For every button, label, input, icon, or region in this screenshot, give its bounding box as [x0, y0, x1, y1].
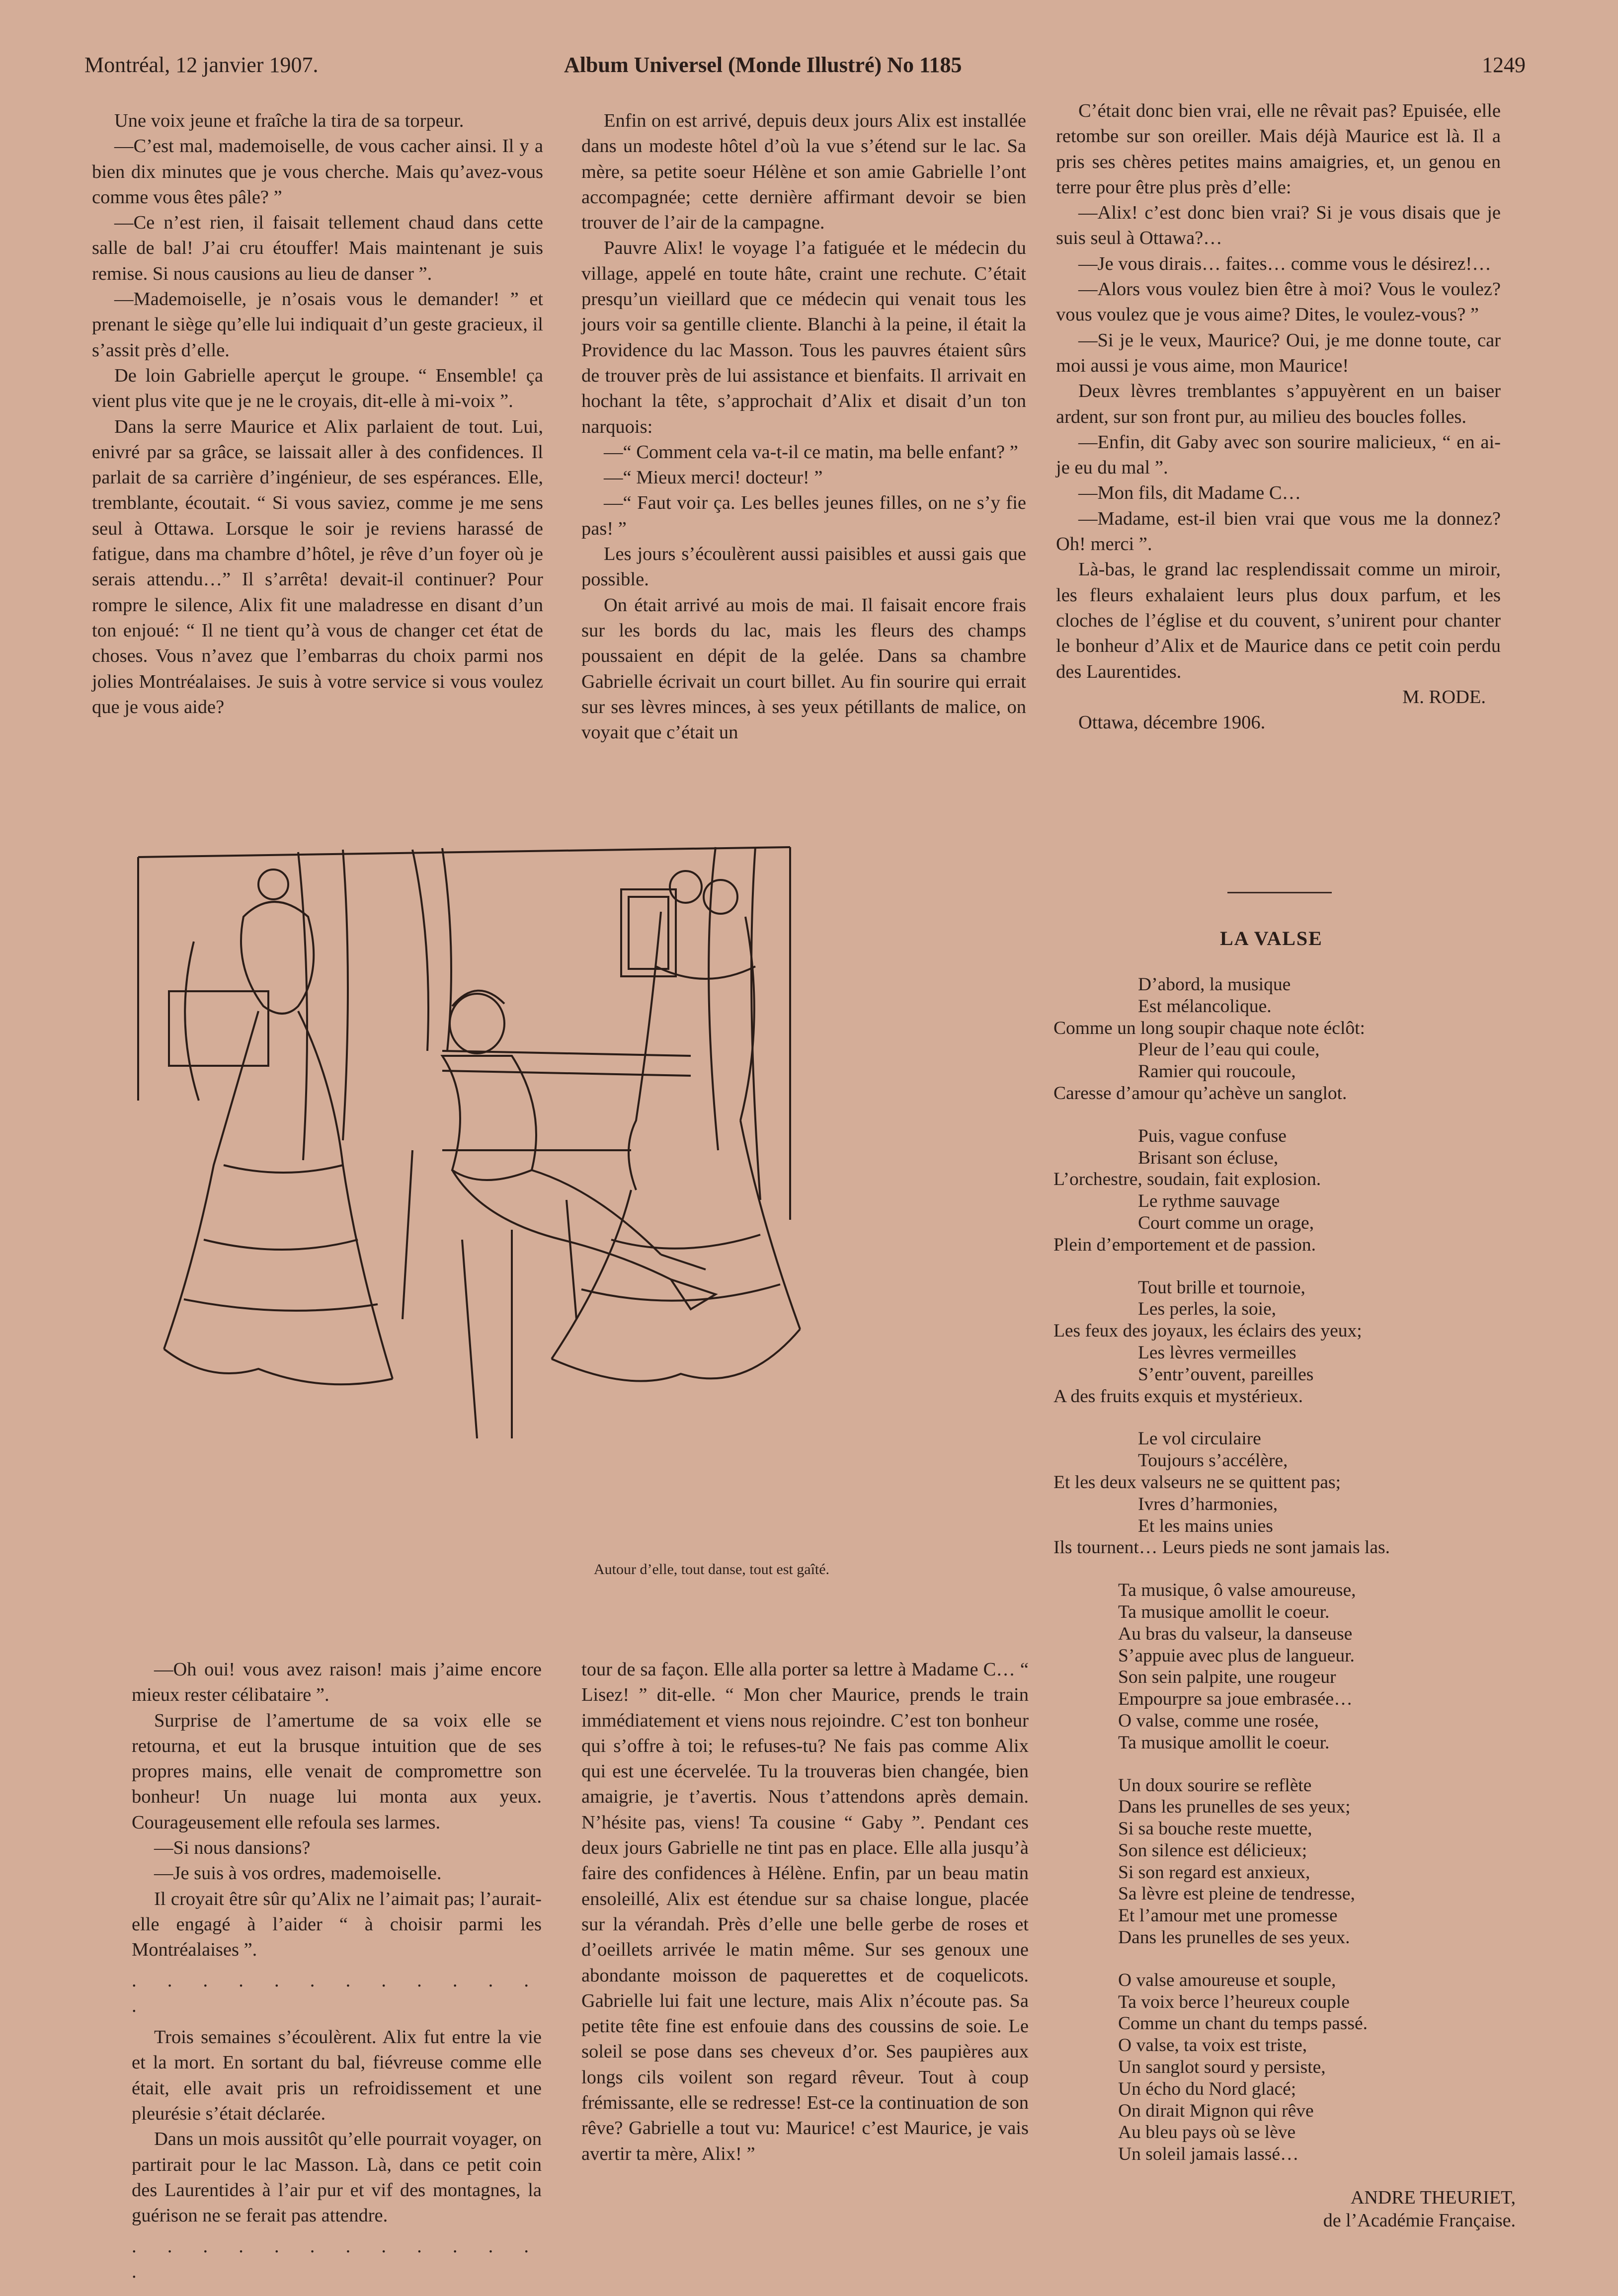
- poem-line: Comme un chant du temps passé.: [1118, 2013, 1368, 2034]
- poem-line: Au bleu pays où se lève: [1118, 2122, 1296, 2143]
- poem-line: Pleur de l’eau qui coule,: [1138, 1039, 1320, 1060]
- paragraph: —Si je le veux, Maurice? Oui, je me donne toute, car moi aussi je vous aime, mon Maurice!: [1056, 329, 1501, 376]
- poem-line: Comme un long soupir chaque note éclôt:: [1053, 1018, 1365, 1038]
- paragraph: Une voix jeune et fraîche la tira de sa torpeur.: [114, 110, 464, 131]
- poem-stanza: [1053, 1580, 1550, 1753]
- poem-line: On dirait Mignon qui rêve: [1118, 2100, 1314, 2121]
- paragraph: —Enfin, dit Gaby avec son sourire malicieux, “ en ai-je eu du mal ”.: [1056, 431, 1501, 478]
- section-divider: [1227, 892, 1332, 893]
- paragraph: —Alix! c’est donc bien vrai? Si je vous disais que je suis seul à Ottawa?…: [1056, 202, 1501, 249]
- poem-line: Ta voix berce l’heureux couple: [1118, 1991, 1350, 2012]
- paragraph: —Si nous dansions?: [154, 1837, 311, 1859]
- poem-line: Un soleil jamais lassé…: [1118, 2144, 1299, 2165]
- poem-line: Et l’amour met une promesse: [1118, 1905, 1338, 1926]
- poem-author-title: de l’Académie Française.: [1323, 2210, 1516, 2231]
- poem-line: Un doux sourire se reflète: [1118, 1775, 1312, 1796]
- poem-line: Son silence est délicieux;: [1118, 1840, 1307, 1861]
- poem-line: Brisant son écluse,: [1138, 1147, 1279, 1168]
- paragraph: —“ Faut voir ça. Les belles jeunes filles, on ne s’y fie pas! ”: [581, 492, 1026, 539]
- poem-line: Plein d’emportement et de passion.: [1053, 1234, 1316, 1255]
- poem-line: Un écho du Nord glacé;: [1118, 2078, 1296, 2099]
- poem-line: D’abord, la musique: [1138, 974, 1291, 995]
- paragraph: De loin Gabrielle aperçut le groupe. “ Ensemble! ça vient plus vite que je ne le croyais, dit-elle à mi-voix ”.: [92, 365, 543, 412]
- poem-line: Si sa bouche reste muette,: [1118, 1819, 1312, 1839]
- engraving-illustration: [134, 842, 1019, 1587]
- poem-line: S’entr’ouvent, pareilles: [1138, 1364, 1314, 1385]
- paragraph: —Mademoiselle, je n’osais vous le demander! ” et prenant le siège qu’elle lui indiquait d’un geste gracieux, il s’assit près d’elle.: [92, 289, 543, 361]
- poem-line: Un sanglot sourd y persiste,: [1118, 2057, 1326, 2078]
- paragraph: Il croyait être sûr qu’Alix ne l’aimait pas; l’aurait-elle engagé à l’aider “ à choisir parmi les Montréalaises ”.: [132, 1888, 542, 1961]
- poem-line: A des fruits exquis et mystérieux.: [1053, 1386, 1303, 1407]
- paragraph: Deux lèvres tremblantes s’appuyèrent en un baiser ardent, sur son front pur, au milieu des boucles folles.: [1056, 381, 1501, 427]
- paragraph: Les jours s’écoulèrent aussi paisibles et aussi gais que possible.: [581, 544, 1026, 590]
- poem-author-block: [1237, 2186, 1516, 2232]
- poem-line: Et les deux valseurs ne se quittent pas;: [1053, 1472, 1341, 1493]
- poem-body: [1053, 974, 1550, 2186]
- section-break-dots: . . . . . . . . . . . . .: [132, 1970, 542, 2016]
- poem-stanza: [1053, 1125, 1550, 1256]
- paragraph: Dans un mois aussitôt qu’elle pourrait voyager, on partirait pour le lac Masson. Là, dans ce petit coin des Laurentides à l’air pur et vif des montagnes, la guérison ne se ferait pas attendre.: [132, 2129, 542, 2226]
- story-signature: M. RODE.: [1402, 686, 1486, 708]
- paragraph: Là-bas, le grand lac resplendissait comme un miroir, les fleurs exhalaient leurs plus doux parfum, et les cloches de l’église et du couvent, s’unirent pour chanter le bonheur d’Alix et de Maurice dans ce petit coin perdu des Laurentides.: [1056, 559, 1501, 682]
- illustration-caption: Autour d’elle, tout danse, tout est gaîté.: [594, 1561, 830, 1578]
- paragraph: Dans la serre Maurice et Alix parlaient de tout. Lui, enivré par sa grâce, se laissait aller à des confidences. Il parlait de sa carrière d’ingénieur, de ses espérances. Elle, tremblante, écoutait. “ Si vous saviez, comme je me sens seul à Ottawa. Lorsque le soir je reviens harassé de fatigue, dans ma chambre d’hôtel, je rêve d’un foyer où je serais attendu…” Il s’arrêta! devait-il continuer? Pour rompre le silence, Alix fit une maladresse en disant d’un ton enjoué: “ Il ne tient qu’à vous de changer cet état de choses. Vous n’avez que l’embarras du choix parmi nos jolies Montréalaises. Je suis à votre service si vous voulez que je vous aide?: [92, 416, 543, 717]
- poem-line: Toujours s’accélère,: [1138, 1450, 1288, 1471]
- poem-line: Les perles, la soie,: [1138, 1299, 1277, 1320]
- paragraph: —“ Mieux merci! docteur! ”: [604, 467, 823, 488]
- poem-line: Court comme un orage,: [1138, 1212, 1314, 1233]
- column-2-bottom: [581, 1657, 1029, 2167]
- poem-title: LA VALSE: [1220, 927, 1323, 950]
- paragraph: —“ Comment cela va-t-il ce matin, ma belle enfant? ”: [604, 441, 1018, 463]
- poem-line: Les feux des joyaux, les éclairs des yeux;: [1053, 1321, 1362, 1342]
- page-header: [84, 52, 1526, 82]
- poem-line: O valse, ta voix est triste,: [1118, 2035, 1307, 2056]
- poem-line: Ta musique amollit le coeur.: [1118, 1732, 1330, 1753]
- paragraph: —Ce n’est rien, il faisait tellement chaud dans cette salle de bal! J’ai cru étouffer! Mais maintenant je suis remise. Si nous causions au lieu de danser ”.: [92, 212, 543, 284]
- poem-line: Et les mains unies: [1138, 1515, 1273, 1536]
- poem-line: Ta musique amollit le coeur.: [1118, 1601, 1330, 1622]
- paragraph: Pauvre Alix! le voyage l’a fatiguée et le médecin du village, appelé en toute hâte, craint une rechute. C’était presqu’un vieillard que ce médecin qui venait tous les jours voir sa gentille cliente. Blanchi à la peine, il était la Providence du lac Masson. Tous les pauvres étaient sûrs de trouver près de lui assistance et bienfaits. Il arrivait en hochant la tête, s’approchait d’Alix et disait d’un ton narquois:: [581, 238, 1026, 437]
- poem-line: Le rythme sauvage: [1138, 1191, 1280, 1212]
- poem-line: Si son regard est anxieux,: [1118, 1862, 1310, 1883]
- poem-line: Puis, vague confuse: [1138, 1125, 1287, 1146]
- poem-line: Caresse d’amour qu’achève un sanglot.: [1053, 1083, 1347, 1104]
- poem-line: Ils tournent… Leurs pieds ne sont jamais las.: [1053, 1537, 1390, 1558]
- paragraph: —C’est mal, mademoiselle, de vous cacher ainsi. Il y a bien dix minutes que je vous cherche. Mais qu’avez-vous comme vous êtes pâle? ”: [92, 136, 543, 208]
- poem-line: L’orchestre, soudain, fait explosion.: [1053, 1169, 1321, 1190]
- paragraph: —Je vous dirais… faites… comme vous le désirez!…: [1078, 253, 1491, 274]
- poem-line: O valse, comme une rosée,: [1118, 1710, 1319, 1731]
- poem-line: Ivres d’harmonies,: [1138, 1494, 1278, 1514]
- poem-stanza: [1053, 1970, 1550, 2165]
- paragraph: On était arrivé au mois de mai. Il faisait encore frais sur les bords du lac, mais les fleurs des champs poussaient en dépit de la gelée. Dans sa chambre Gabrielle écrivait un court billet. Au fin sourire qui errait sur ses lèvres minces, à ses yeux pétillants de malice, on voyait que c’était un: [581, 594, 1026, 743]
- paragraph: —Madame, est-il bien vrai que vous me la donnez? Oh! merci ”.: [1056, 508, 1501, 555]
- story-date: Ottawa, décembre 1906.: [1078, 712, 1266, 733]
- poem-stanza: [1053, 1277, 1550, 1408]
- poem-line: Dans les prunelles de ses yeux.: [1118, 1927, 1350, 1948]
- poem-line: Empourpre sa joue embrasée…: [1118, 1689, 1353, 1710]
- poem-line: Le vol circulaire: [1138, 1428, 1261, 1449]
- section-break-dots-end: . . . . . . . . . . . . .: [132, 2235, 542, 2282]
- poem-stanza: [1053, 1428, 1550, 1559]
- paragraph: —Je suis à vos ordres, mademoiselle.: [154, 1863, 442, 1884]
- column-1-top: [92, 108, 543, 720]
- poem-line: Est mélancolique.: [1138, 996, 1272, 1017]
- poem-line: Tout brille et tournoie,: [1138, 1277, 1305, 1298]
- poem-line: Dans les prunelles de ses yeux;: [1118, 1797, 1351, 1818]
- poem-line: Au bras du valseur, la danseuse: [1118, 1623, 1353, 1644]
- poem-author: ANDRE THEURIET,: [1350, 2187, 1516, 2208]
- header-page-number: 1249: [1482, 53, 1526, 77]
- poem-line: O valse amoureuse et souple,: [1118, 1970, 1336, 1990]
- paragraph: Trois semaines s’écoulèrent. Alix fut entre la vie et la mort. En sortant du bal, fiévreuse comme elle était, elle avait pris un refroidissement et une pleurésie s’était déclarée.: [132, 2027, 542, 2125]
- poem-line: Les lèvres vermeilles: [1138, 1342, 1296, 1363]
- paragraph: Surprise de l’amertume de sa voix elle se retourna, et eut la brusque intuition que de ses propres mains, elle venait de compromettre son bonheur! Un nuage lui monta aux yeux. Courageusement elle refoula ses larmes.: [132, 1710, 542, 1833]
- column-3-top: [1056, 98, 1501, 735]
- paragraph: —Oh oui! vous avez raison! mais j’aime encore mieux rester célibataire ”.: [132, 1659, 542, 1706]
- paragraph: Enfin on est arrivé, depuis deux jours Alix est installée dans un modeste hôtel d’où la vue s’étend sur le lac. Sa mère, sa petite soeur Hélène et son amie Gabrielle l’ont accompagnée; cette dernière affirmant devoir se bien trouver de l’air de la campagne.: [581, 110, 1026, 234]
- poem-line: S’appuie avec plus de langueur.: [1118, 1645, 1355, 1666]
- paragraph: C’était donc bien vrai, elle ne rêvait pas? Epuisée, elle retombe sur son oreiller. Mais déjà Maurice est là. Il a pris ses chères petites mains amaigries, et, un genou en terre pour être plus près d’elle:: [1056, 100, 1501, 198]
- paragraph: —Alors vous voulez bien être à moi? Vous le voulez? vous voulez que je vous aime? Dites, le voulez-vous? ”: [1056, 279, 1501, 325]
- poem-line: Son sein palpite, une rougeur: [1118, 1667, 1336, 1688]
- poem-line: Sa lèvre est pleine de tendresse,: [1118, 1884, 1355, 1904]
- poem-stanza: [1053, 1775, 1550, 1949]
- poem-line: Ramier qui roucoule,: [1138, 1061, 1296, 1082]
- column-2-top: [581, 108, 1026, 745]
- header-publication-title: Album Universel (Monde Illustré) No 1185: [564, 53, 962, 77]
- paragraph: —Mon fils, dit Madame C…: [1078, 482, 1301, 504]
- poem-line: Ta musique, ô valse amoureuse,: [1118, 1580, 1356, 1601]
- column-1-bottom: [132, 1657, 542, 2291]
- paragraph: tour de sa façon. Elle alla porter sa lettre à Madame C… “ Lisez! ” dit-elle. “ Mon cher Maurice, prends le train immédiatement et viens nous rejoindre. C’est ton bonheur qui s’offre à toi; le refuses-tu? Ne fais pas comme Alix qui est une écervelée. Tu la trouveras bien changée, bien amaigrie, je t’avertis. Nous t’attendons après demain. N’hésite pas, viens! Ta cousine “ Gaby ”. Pendant ces deux jours Gabrielle ne tint pas en place. Elle alla jusqu’à faire des confidences à Hélène. Enfin, par un beau matin ensoleillé, Alix est étendue sur sa chaise longue, placée sur la vérandah. Près d’elle une belle gerbe de roses et d’oeillets arrivée le matin même. Sur ses genoux une abondante moisson de paquerettes et de coquelicots. Gabrielle lui fait une lecture, mais Alix n’écoute pas. Sa petite tête fine est enfouie dans des coussins de soie. Le soleil se pose dans ses cheveux d’or. Ses paupières aux longs cils voilent son regard rêveur. Tout à coup frémissante, elle se redresse! Est-ce la continuation de son rêve? Gabrielle a tout vu: Maurice! c’est Maurice, je vais avertir ta mère, Alix! ”: [581, 1659, 1029, 2164]
- header-date: Montréal, 12 janvier 1907.: [84, 53, 319, 77]
- poem-stanza: [1053, 974, 1550, 1105]
